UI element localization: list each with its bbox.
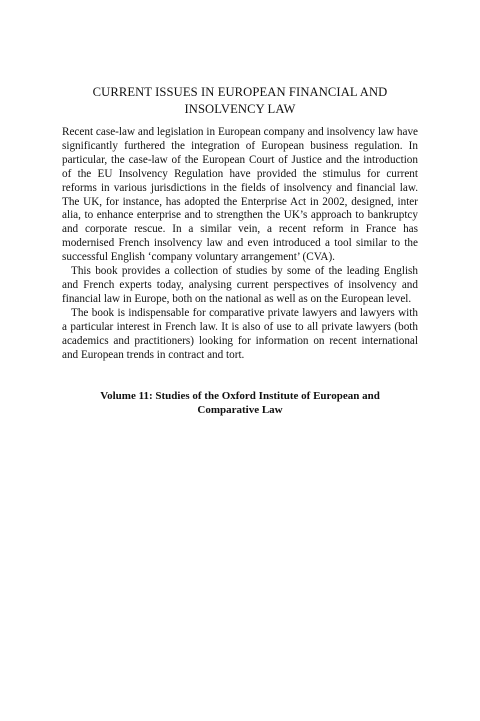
book-title-line-1: CURRENT ISSUES IN EUROPEAN FINANCIAL AND	[92, 85, 388, 99]
series-volume-note	[62, 389, 418, 417]
series-volume-line-2: Comparative Law	[197, 404, 283, 416]
series-volume-line-1: Volume 11: Studies of the Oxford Institute of European and	[100, 390, 380, 402]
book-title	[62, 84, 418, 118]
description-paragraph-3: The book is indispensable for comparative private lawyers and lawyers with a particular interest in French law. It is also of use to all private lawyers (both academics and practitioners) looking for information on recent international and European trends in contract and tort.	[62, 306, 418, 361]
book-title-line-2: INSOLVENCY LAW	[184, 102, 296, 116]
description-paragraph-2: This book provides a collection of studies by some of the leading English and French experts today, analysing current perspectives of insolvency and financial law in Europe, both on the national as well as on the European level.	[62, 265, 418, 305]
book-description	[62, 126, 418, 362]
description-paragraph-1: Recent case-law and legislation in European company and insolvency law have significantly furthered the integration of European business regulation. In particular, the case-law of the European Court of Justice and the introduction of the EU Insolvency Regulation have provided the stimulus for current reforms in various jurisdictions in the fields of insolvency and financial law. The UK, for instance, has adopted the Enterprise Act in 2002, designed, inter alia, to enhance enterprise and to strengthen the UK’s approach to bankruptcy and corporate rescue. In a similar vein, a recent reform in France has modernised French insolvency law and even introduced a tool similar to the successful English ‘company voluntary arrangement’ (CVA).	[62, 126, 418, 264]
